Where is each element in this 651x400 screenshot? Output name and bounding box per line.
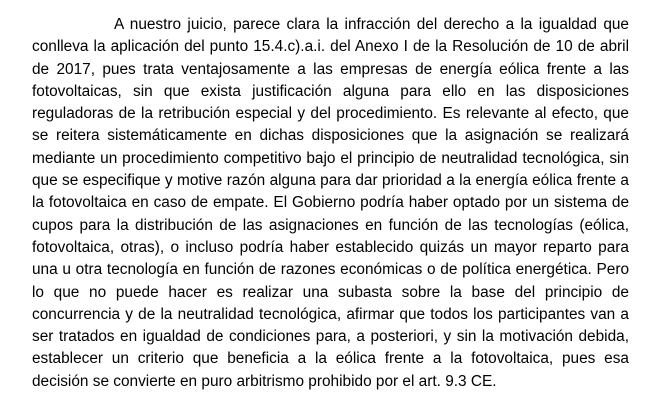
body-paragraph: A nuestro juicio, parece clara la infracción del derecho a la igualdad que conlleva la aplicación del punto 15.4.c).a.i. del Anexo I de la Resolución de 10 de abril de 2017, pues trata ventajosamente a las empresas de energía eólica frente a las fotovoltaicas, sin que exista justificación alguna para ello en las disposiciones reguladoras de la retribución especial y del procedimiento. Es relevante al efecto, que se reitera sistemáticamente en dichas disposiciones que la asignación se realizará mediante un procedimiento competitivo bajo el principio de neutralidad tecnológica, sin que se especifique y motive razón alguna para dar prioridad a la energía eólica frente a la fotovoltaica en caso de empate. El Gobierno podría haber optado por un sistema de cupos para la distribución de las asignaciones en función de las tecnologías (eólica, fotovoltaica, otras), o incluso podría haber establecido quizás un mayor reparto para una u otra tecnología en función de razones económicas o de política energética. Pero lo que no puede hacer es realizar una subasta sobre la base del principio de concurrencia y de la neutralidad tecnológica, afirmar que todos los participantes van a ser tratados en igualdad de condiciones para, a posteriori, y sin la motivación debida, establecer un criterio que beneficia a la eólica frente a la fotovoltaica, pues esa decisión se convierte en puro arbitrismo prohibido por el art. 9.3 CE. (32, 16, 629, 390)
